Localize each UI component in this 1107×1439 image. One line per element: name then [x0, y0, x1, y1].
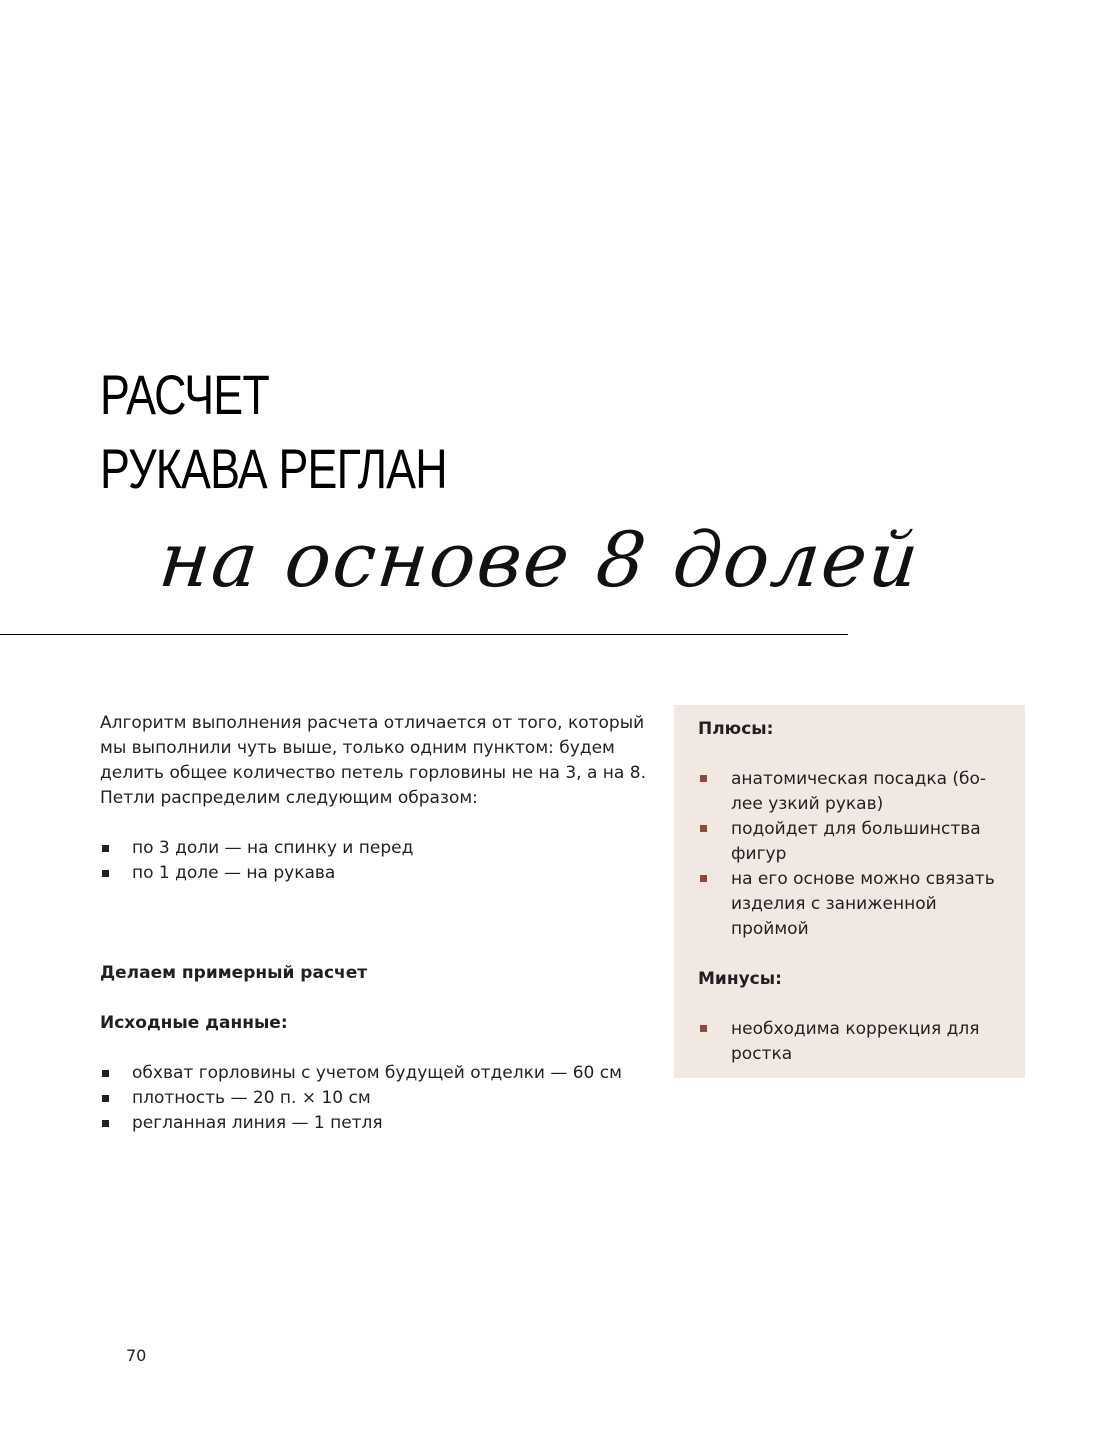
main-column: [100, 711, 650, 1136]
source-heading: Исходные данные:: [100, 1013, 288, 1033]
list-item: по 1 доле — на рукава: [100, 861, 650, 886]
pros-list: [698, 767, 1001, 942]
source-data-list: [100, 1061, 650, 1136]
distribution-list: [100, 836, 650, 886]
page-number: 70: [126, 1346, 147, 1365]
title-divider: [0, 634, 848, 635]
title-script-subtitle: на основе 8 долей: [155, 515, 925, 604]
list-item: регланная линия — 1 петля: [100, 1111, 650, 1136]
pros-cons-box: [674, 705, 1025, 1078]
cons-list: [698, 1017, 1001, 1067]
page-title: [100, 358, 447, 506]
list-item: плотность — 20 п. × 10 см: [100, 1086, 650, 1111]
pros-heading: Плюсы:: [698, 719, 774, 739]
list-item: обхват горловины с учетом будущей отделки — 60 см: [100, 1061, 650, 1086]
cons-heading: Минусы:: [698, 969, 782, 989]
list-item: по 3 доли — на спинку и перед: [100, 836, 650, 861]
calc-heading: Делаем примерный расчет: [100, 963, 368, 983]
title-line-2: РУКАВА РЕГЛАН: [100, 437, 447, 500]
list-item: анатомическая посадка (бо-лее узкий рукав): [698, 767, 1001, 817]
intro-paragraph: Алгоритм выполнения расчета отличается от того, который мы выполнили чуть выше, только одним пунктом: будем делить общее количество петель горловины не на 3, а на 8. Петли распределим следующим образом:: [100, 713, 646, 808]
list-item: подойдет для большинства фигур: [698, 817, 1001, 867]
list-item: на его основе можно связать изделия с заниженной проймой: [698, 867, 1001, 942]
title-line-1: РАСЧЕТ: [100, 363, 269, 426]
list-item: необходима коррекция для ростка: [698, 1017, 1001, 1067]
